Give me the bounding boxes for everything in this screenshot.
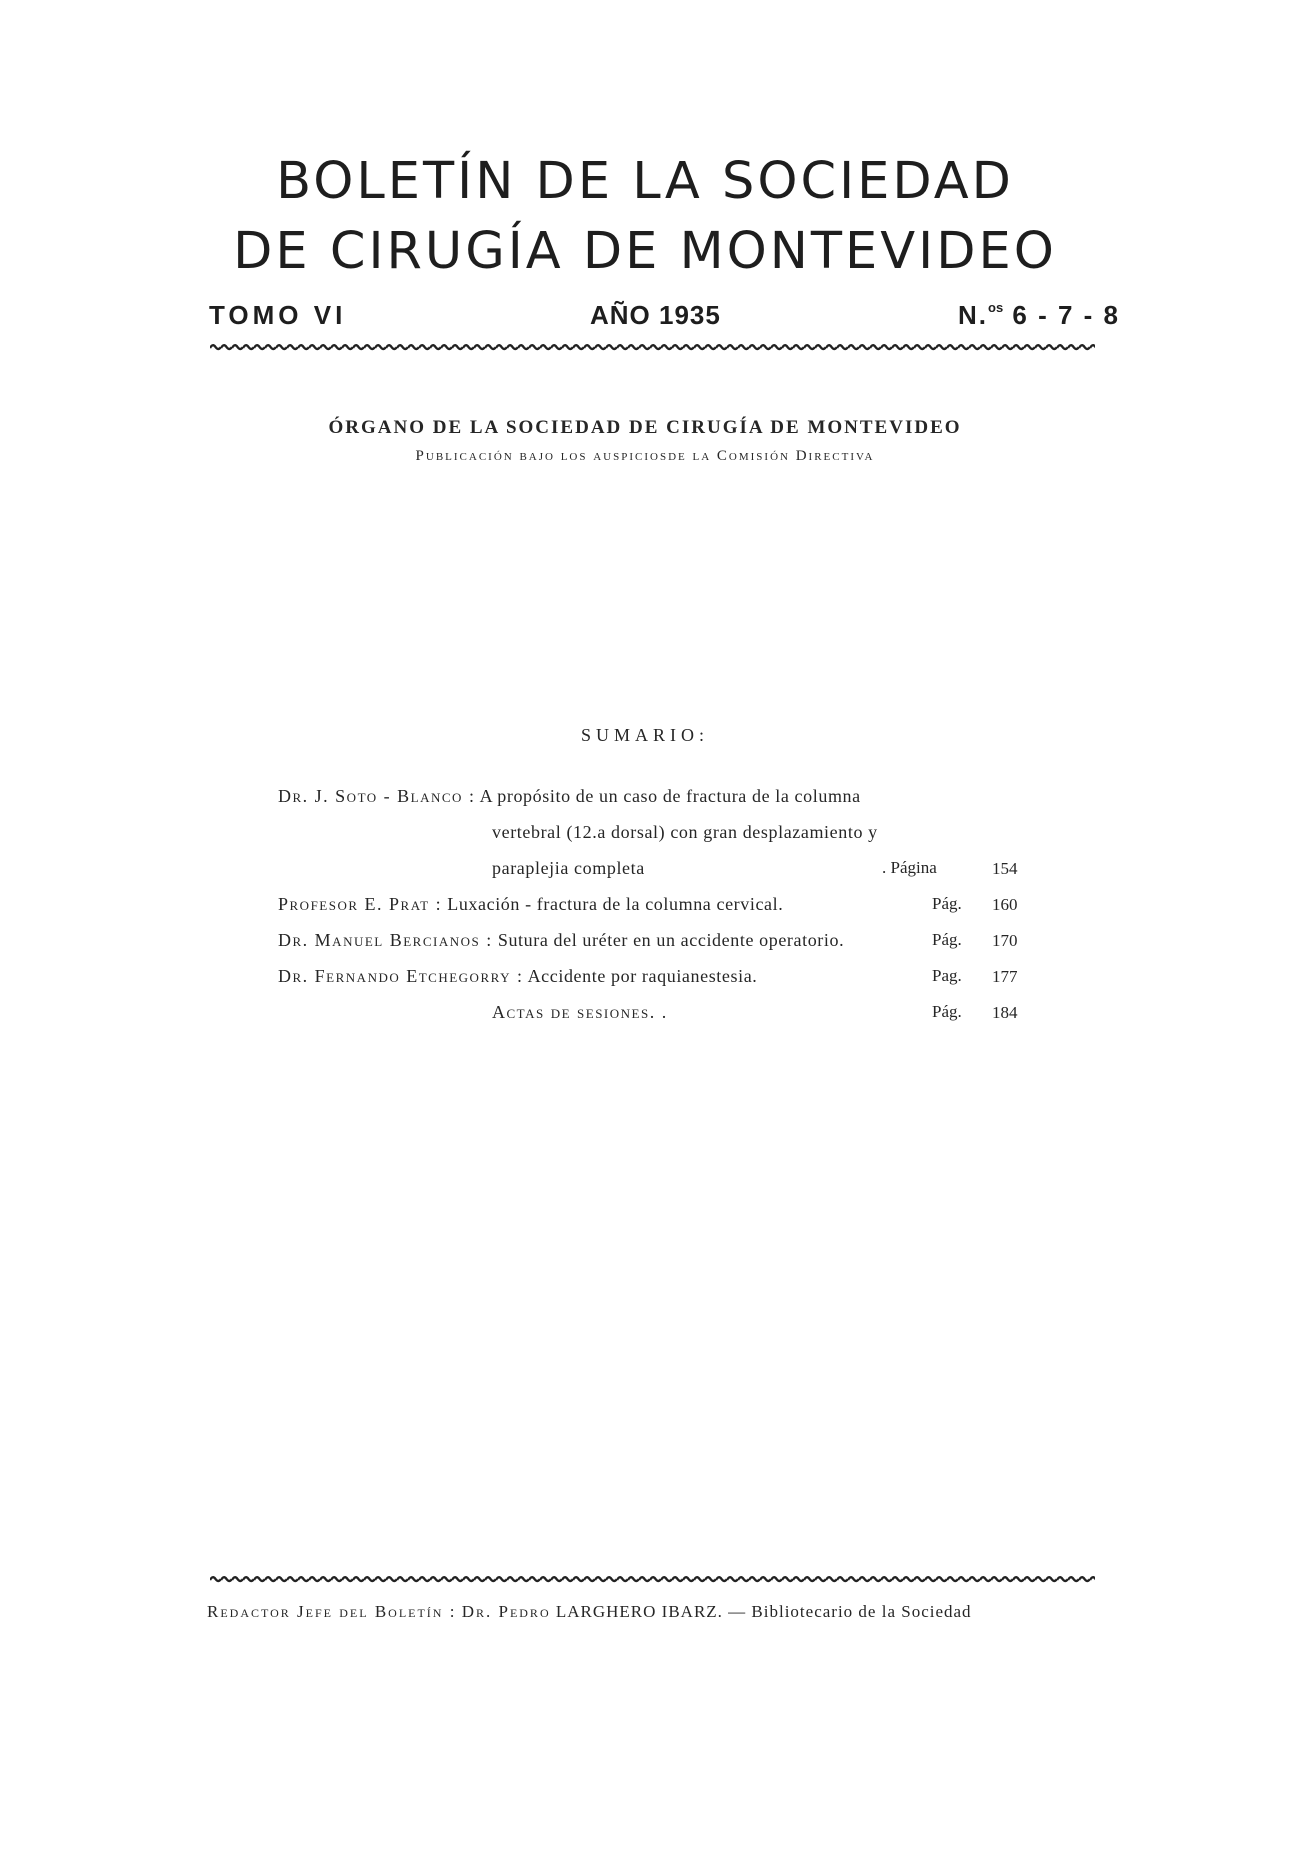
summary-entry-2	[278, 894, 783, 915]
organ-line: ÓRGANO DE LA SOCIEDAD DE CIRUGÍA DE MONTEVIDEO	[328, 417, 962, 438]
publication-line: Publicación bajo los auspiciosde la Comisión Directiva	[415, 448, 875, 464]
summary-entry-4	[278, 966, 757, 987]
volume-label: TOMO VI	[209, 300, 347, 330]
issue-number-prefix: N.	[958, 300, 988, 330]
editor-credit	[207, 1602, 1097, 1622]
entry-author: Dr. Manuel Bercianos :	[278, 930, 493, 950]
entry-page-number: 170	[992, 931, 1018, 950]
editor-name: LARGHERO IBARZ.	[555, 1602, 723, 1621]
entry-title-line: A propósito de un caso de fractura de la columna	[479, 786, 861, 806]
entry-title-line: Sutura del uréter en un accidente operatorio.	[497, 930, 845, 950]
entry-title-line: vertebral (12.a dorsal) con gran desplazamiento y	[492, 822, 878, 842]
issue-number	[958, 300, 1120, 331]
entry-author: Dr. Fernando Etchegorry :	[278, 966, 524, 986]
entry-page-label: . Página	[882, 858, 937, 877]
entry-title-line: Accidente por raquianestesia.	[527, 966, 758, 986]
editor-label: Redactor Jefe del Boletín :	[207, 1602, 457, 1621]
summary-entry-5: Actas de sesiones. .	[492, 1002, 668, 1022]
summary-entry-3	[278, 930, 844, 951]
journal-title-line-2: DE CIRUGÍA DE MONTEVIDEO	[233, 222, 1057, 281]
summary-entry-1	[278, 786, 861, 807]
entry-page-number: 184	[992, 1003, 1018, 1022]
entry-title-line: paraplejia completa	[492, 858, 645, 878]
issue-number-value: 6 - 7 - 8	[1012, 300, 1120, 330]
issue-number-superscript: os	[988, 300, 1004, 315]
year-label: AÑO 1935	[590, 300, 721, 330]
journal-title-line-1: BOLETÍN DE LA SOCIEDAD	[276, 152, 1014, 211]
entry-page-label: Pág.	[932, 930, 962, 949]
entry-page-number: 177	[992, 967, 1018, 986]
entry-page-number: 154	[992, 859, 1018, 878]
entry-page-label: Pág.	[932, 894, 962, 913]
entry-page-number: 160	[992, 895, 1018, 914]
entry-author: Dr. J. Soto - Blanco :	[278, 786, 476, 806]
entry-page-label: Pag.	[932, 966, 962, 985]
editor-title: Dr. Pedro	[461, 1602, 551, 1621]
summary-heading: SUMARIO:	[580, 725, 709, 745]
editor-role: — Bibliotecario de la Sociedad	[728, 1602, 972, 1621]
bottom-wavy-rule	[210, 1574, 1095, 1584]
top-wavy-rule	[210, 342, 1095, 352]
entry-page-label: Pág.	[932, 1002, 962, 1021]
entry-title-line: Luxación - fractura de la columna cervical.	[447, 894, 784, 914]
entry-author: Profesor E. Prat :	[278, 894, 443, 914]
